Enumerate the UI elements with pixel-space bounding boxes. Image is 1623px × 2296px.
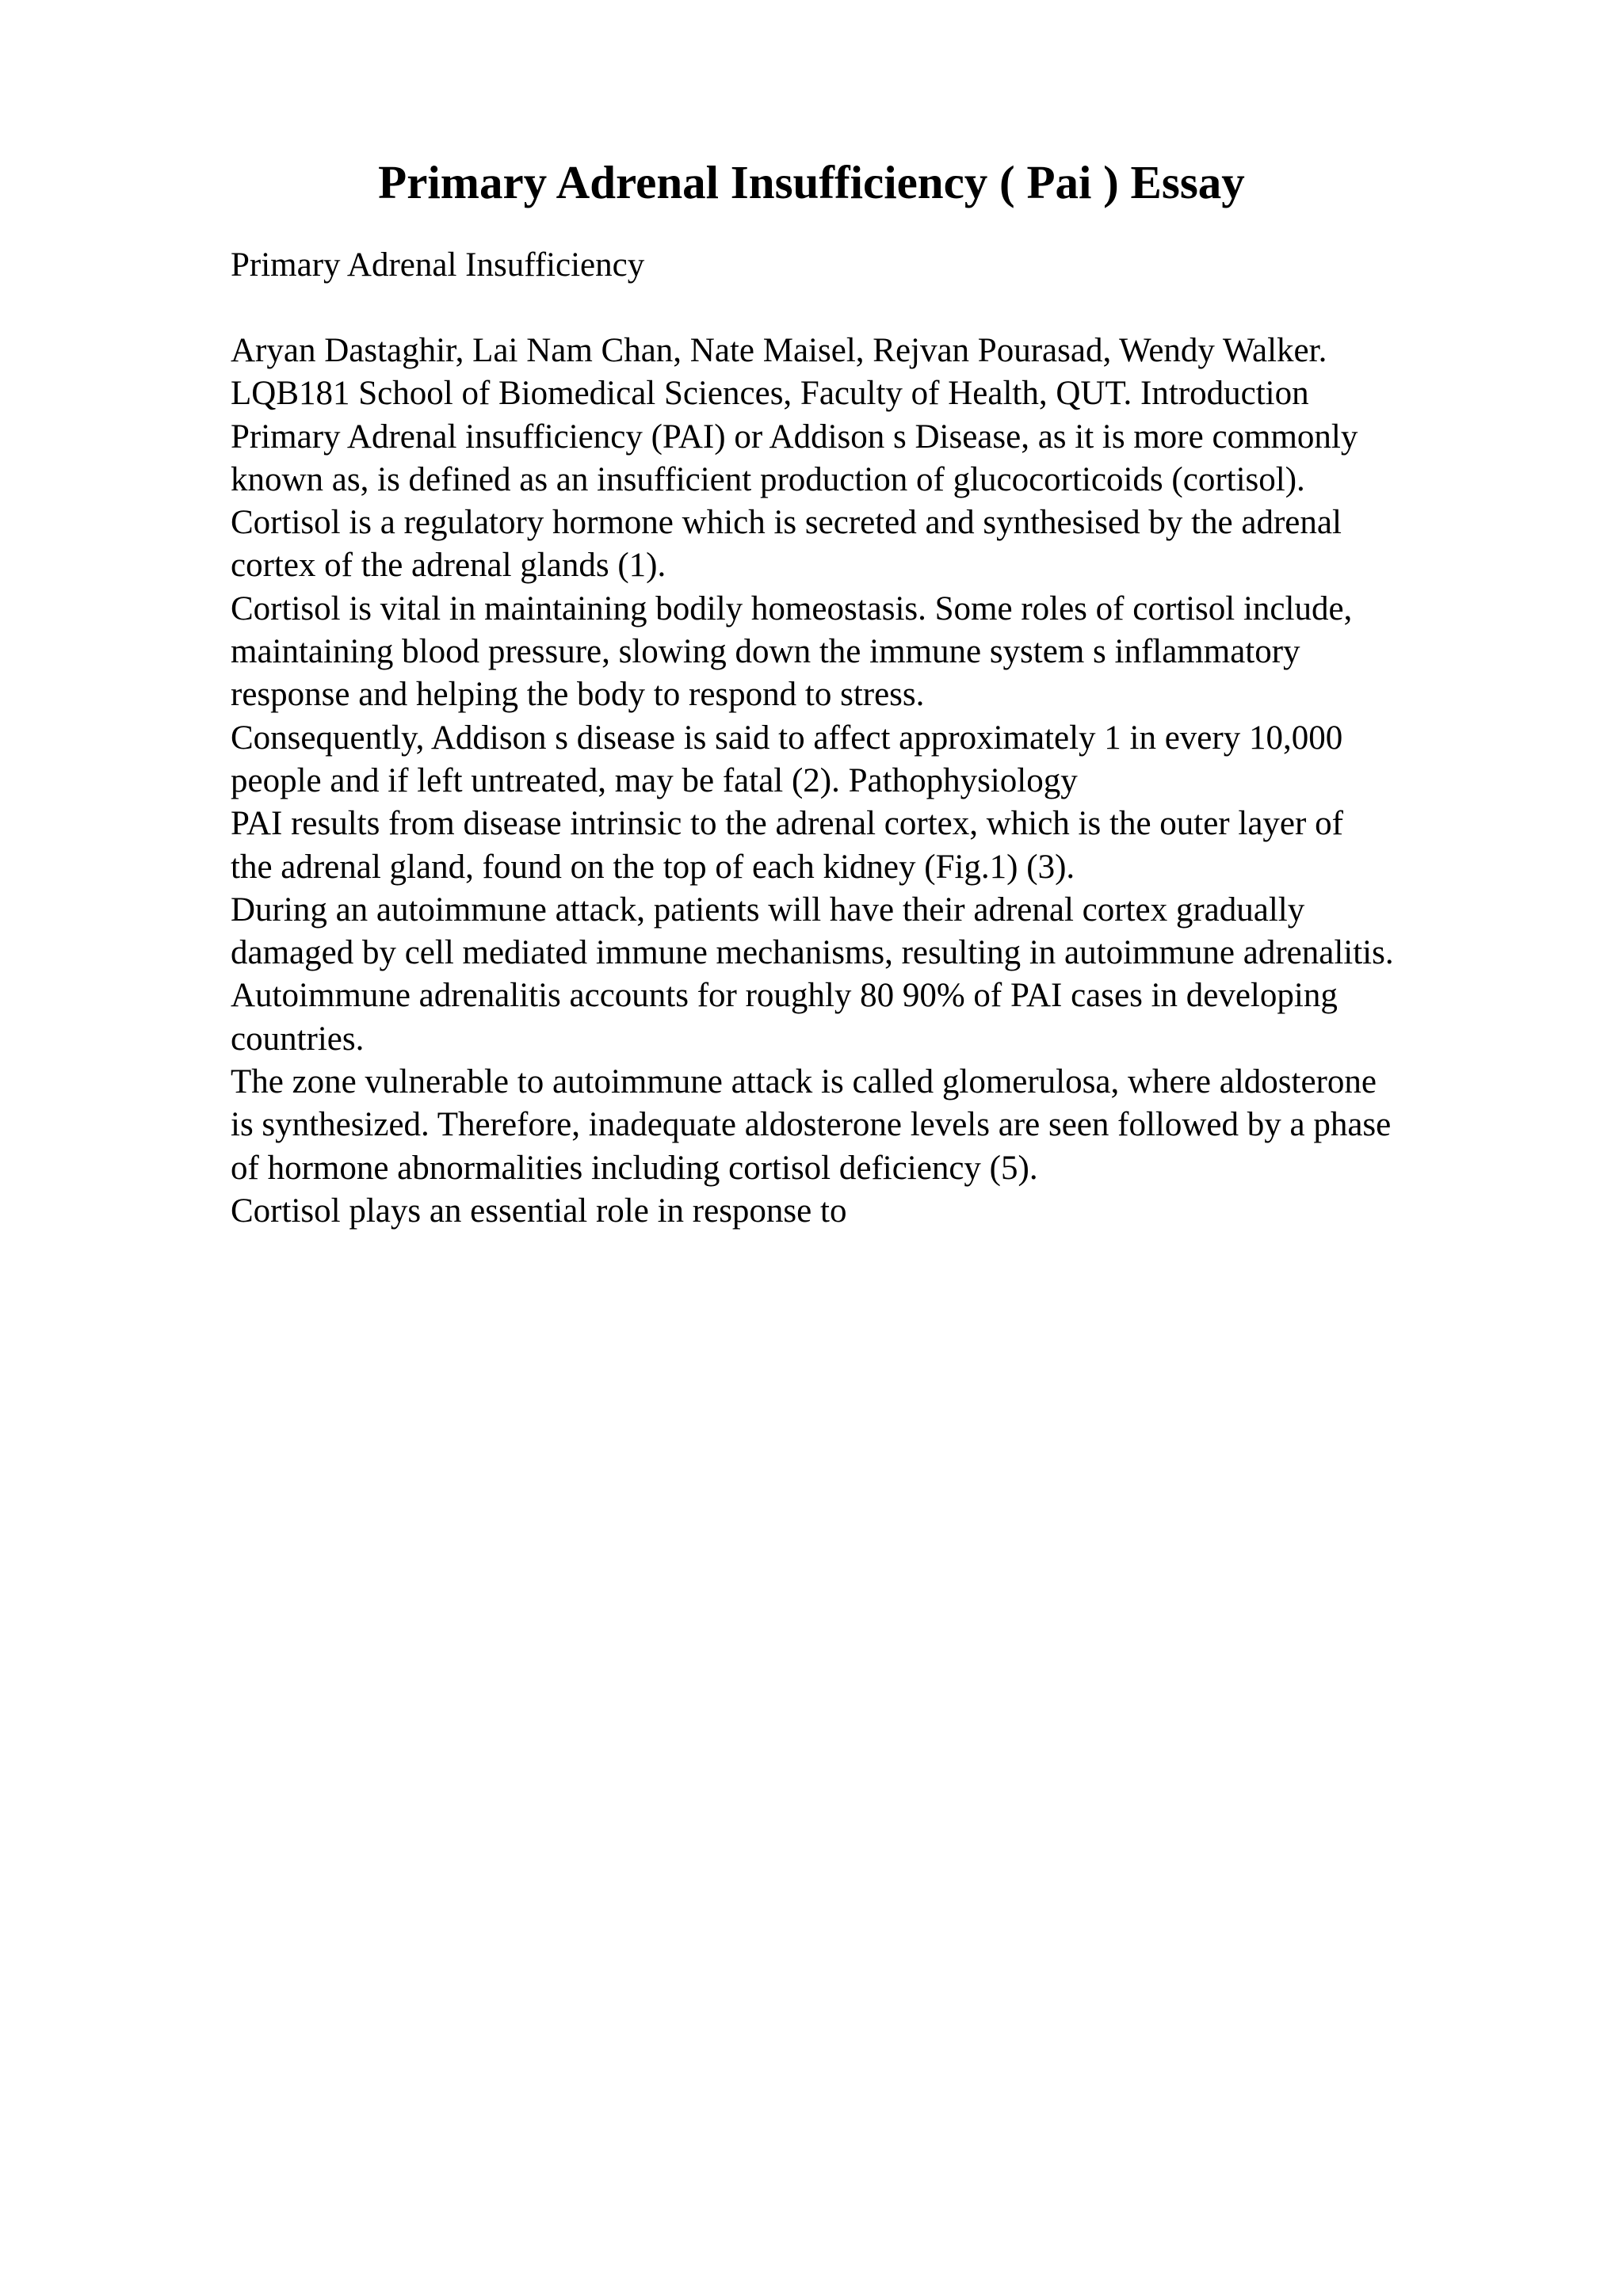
document-title: Primary Adrenal Insufficiency ( Pai ) Essay xyxy=(378,156,1245,208)
body-line: Consequently, Addison s disease is said to affect approximately 1 in every 10,000 xyxy=(231,719,1343,757)
body-line: Aryan Dastaghir, Lai Nam Chan, Nate Maisel, Rejvan Pourasad, Wendy Walker. xyxy=(231,332,1327,369)
body-line: cortex of the adrenal glands (1). xyxy=(231,547,666,585)
body-line: people and if left untreated, may be fatal (2). Pathophysiology xyxy=(231,761,1078,799)
document-body xyxy=(231,330,1514,1233)
body-line: damaged by cell mediated immune mechanisms, resulting in autoimmune adrenalitis. xyxy=(231,934,1394,972)
body-line: Cortisol is a regulatory hormone which is secreted and synthesised by the adrenal xyxy=(231,504,1342,542)
body-line: LQB181 School of Biomedical Sciences, Faculty of Health, QUT. Introduction xyxy=(231,375,1309,413)
body-line: of hormone abnormalities including cortisol deficiency (5). xyxy=(231,1149,1038,1187)
body-line: The zone vulnerable to autoimmune attack is called glomerulosa, where aldosterone xyxy=(231,1063,1377,1101)
body-line: the adrenal gland, found on the top of each kidney (Fig.1) (3). xyxy=(231,848,1075,886)
body-line: Primary Adrenal insufficiency (PAI) or Addison s Disease, as it is more commonly xyxy=(231,418,1358,456)
body-line: Autoimmune adrenalitis accounts for roughly 80 90% of PAI cases in developing xyxy=(231,977,1338,1015)
body-line: Cortisol is vital in maintaining bodily homeostasis. Some roles of cortisol include, xyxy=(231,589,1353,627)
body-line: During an autoimmune attack, patients will have their adrenal cortex gradually xyxy=(231,891,1305,929)
body-line: PAI results from disease intrinsic to the adrenal cortex, which is the outer layer of xyxy=(231,805,1343,843)
body-line: countries. xyxy=(231,1020,365,1058)
body-line: is synthesized. Therefore, inadequate aldosterone levels are seen followed by a phase xyxy=(231,1106,1392,1144)
body-line: Cortisol plays an essential role in response to xyxy=(231,1192,847,1230)
body-line: known as, is defined as an insufficient production of glucocorticoids (cortisol). xyxy=(231,460,1305,498)
body-line: response and helping the body to respond to stress. xyxy=(231,676,925,714)
body-line: maintaining blood pressure, slowing down the immune system s inflammatory xyxy=(231,633,1300,671)
document-subtitle: Primary Adrenal Insufficiency xyxy=(231,246,645,284)
